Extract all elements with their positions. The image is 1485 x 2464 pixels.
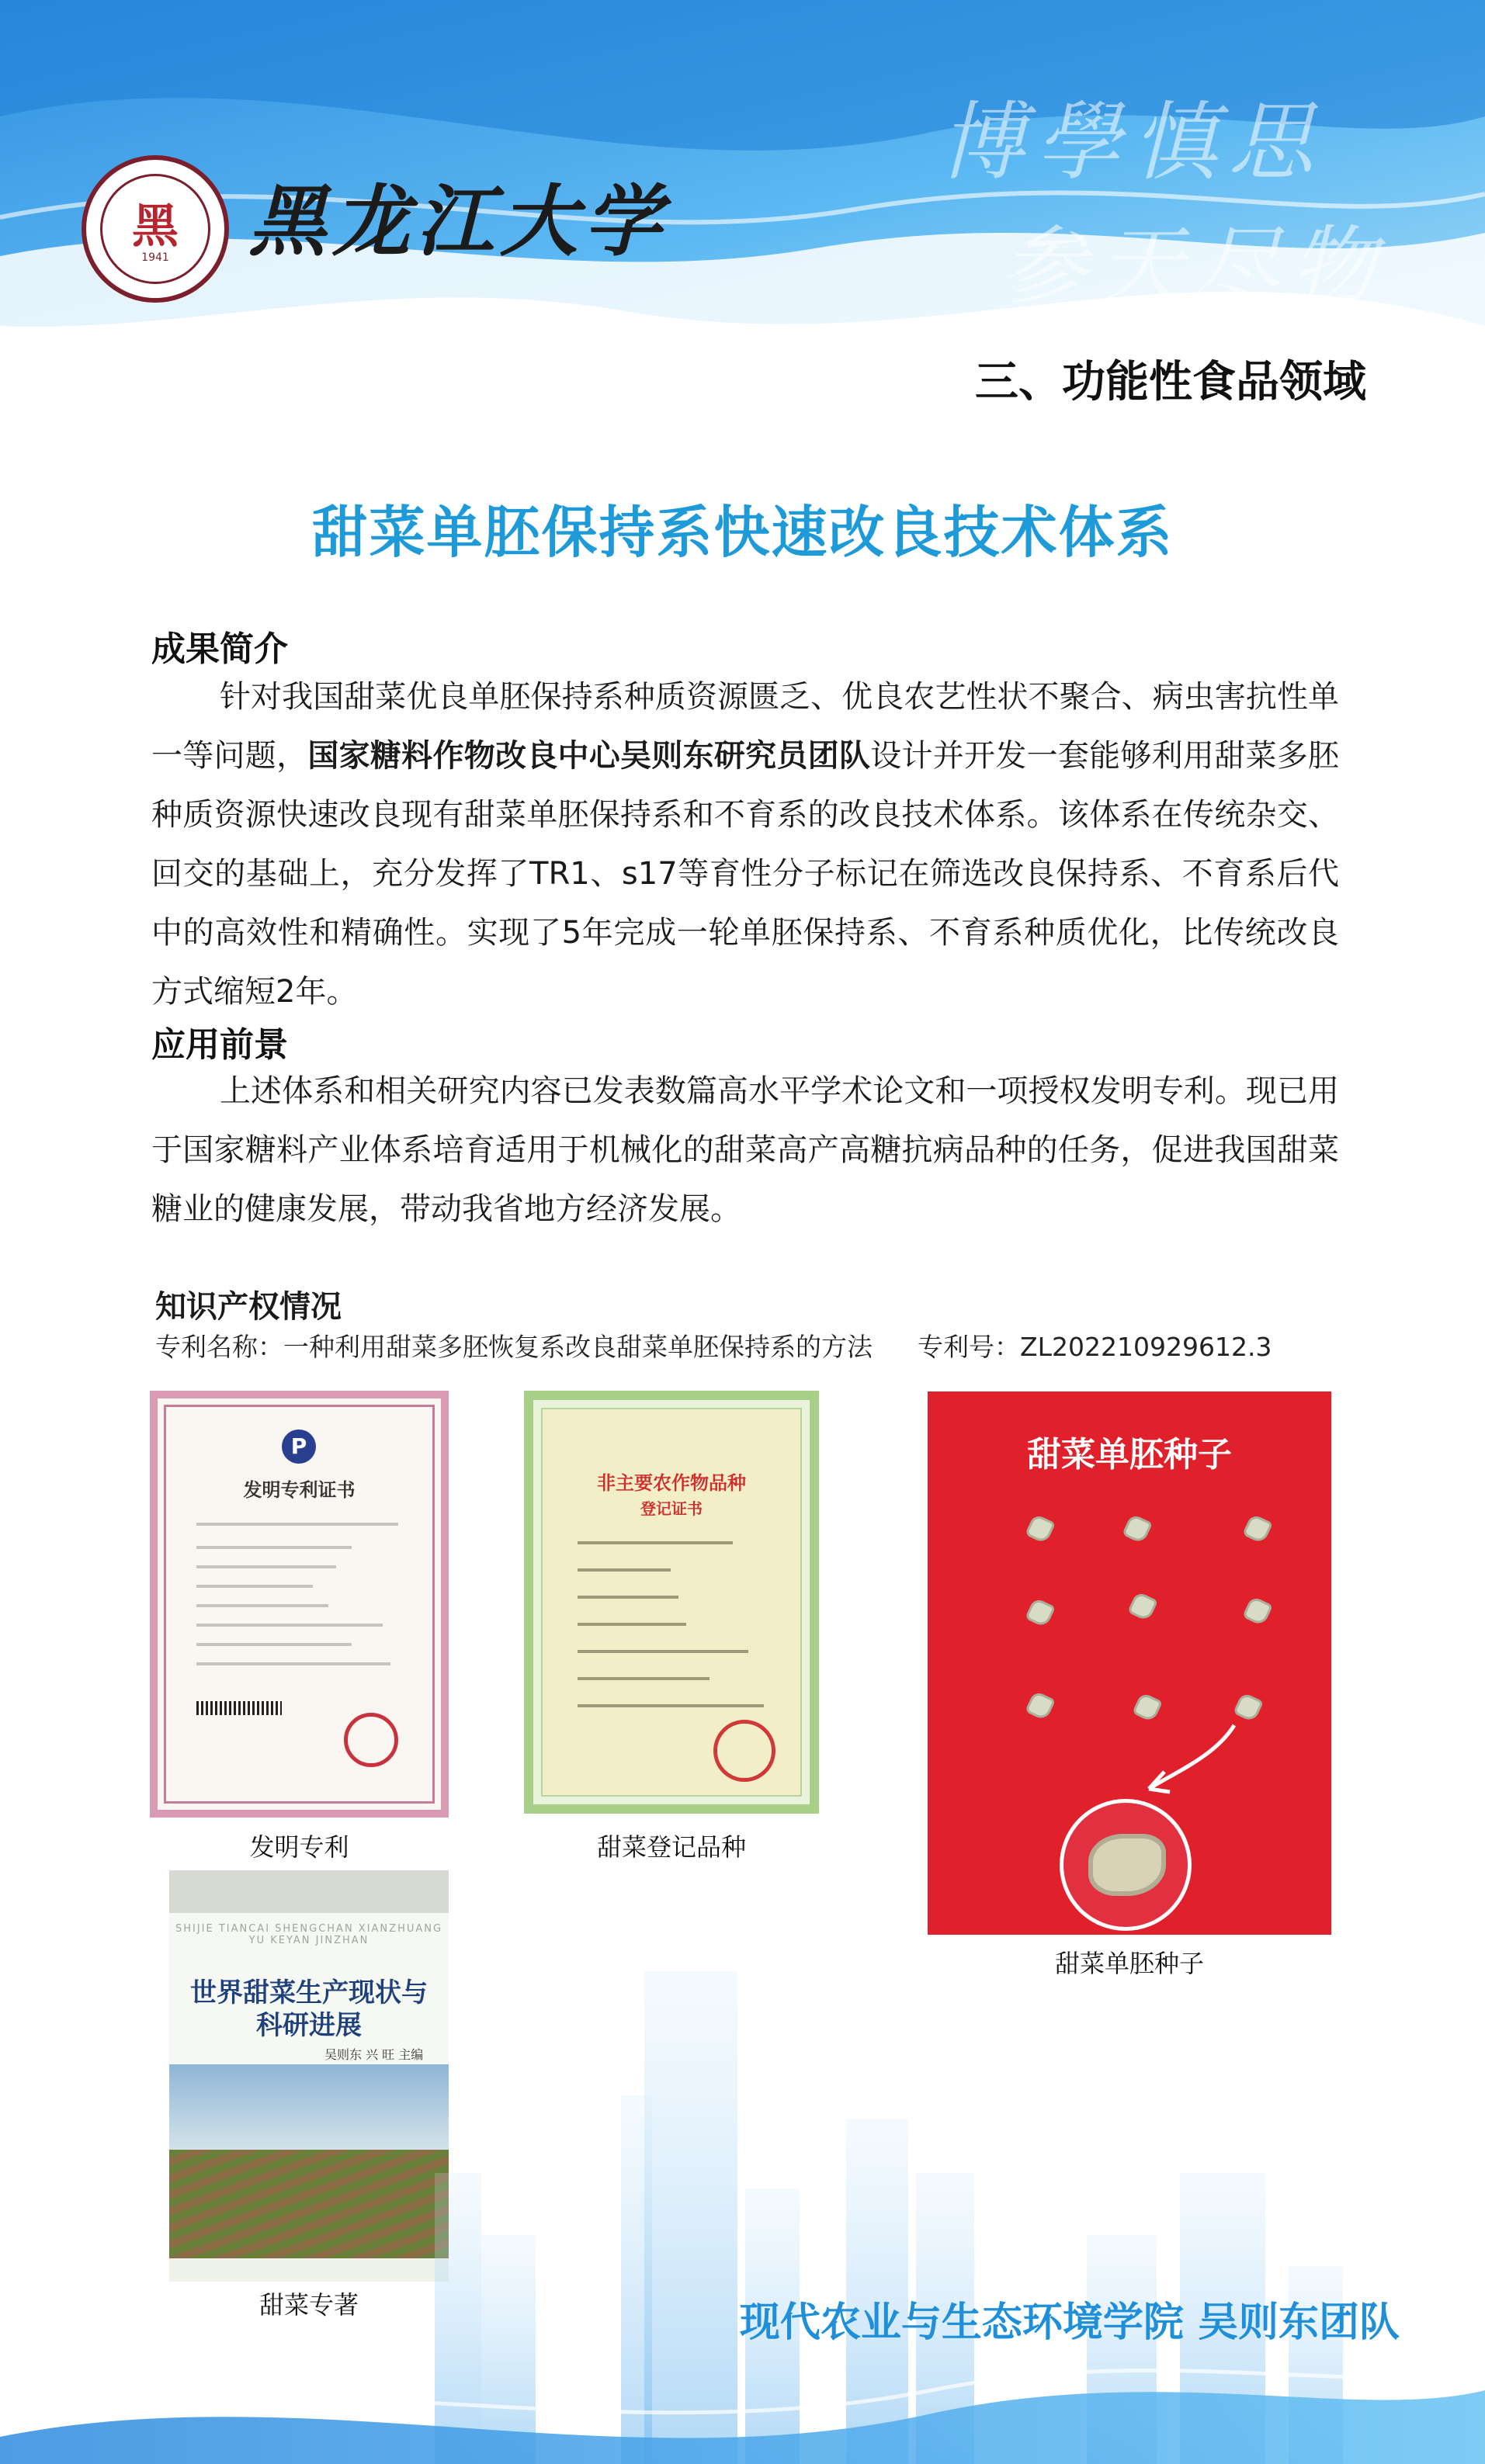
prospect-heading: 应用前景 xyxy=(151,1025,288,1065)
book-caption: 甜菜专著 xyxy=(258,2290,359,2320)
patent-office-logo-icon: P xyxy=(282,1430,316,1464)
patent-info-line xyxy=(155,1327,1272,1364)
certificate-inner-panel xyxy=(541,1408,802,1797)
text-line xyxy=(196,1662,390,1665)
seal-year: 1941 xyxy=(141,251,169,264)
magnified-seed-icon xyxy=(1088,1834,1166,1896)
text-line xyxy=(578,1541,733,1544)
text-line xyxy=(196,1585,313,1588)
registration-caption: 甜菜登记品种 xyxy=(596,1832,746,1862)
section-heading: 三、功能性食品领域 xyxy=(975,357,1366,407)
official-seal-icon xyxy=(713,1720,775,1782)
text-line xyxy=(578,1650,748,1653)
ip-heading: 知识产权情况 xyxy=(155,1289,342,1325)
book-title-line-2: 科研进展 xyxy=(256,2010,362,2041)
book-pinyin-title: SHIJIE TIANCAI SHENGCHAN XIANZHUANG YU KEYAN JINZHAN xyxy=(175,1923,443,1946)
patent-caption: 发明专利 xyxy=(249,1832,349,1862)
patent-number: 专利号：ZL202210929612.3 xyxy=(918,1332,1272,1362)
text-line xyxy=(196,1546,352,1549)
intro-team-highlight: 国家糖料作物改良中心吴则东研究员团队 xyxy=(307,738,871,774)
text-line xyxy=(578,1568,671,1572)
page-title: 甜菜单胚保持系快速改良技术体系 xyxy=(311,500,1174,565)
book-title-line-1: 世界甜菜生产现状与 xyxy=(190,1977,428,2008)
city-skyline-decoration xyxy=(0,1940,1485,2464)
seed-photo-label: 甜菜单胚种子 xyxy=(1027,1435,1232,1475)
variety-registration-certificate-image xyxy=(524,1391,819,1814)
university-seal-logo xyxy=(82,155,229,303)
barcode-icon xyxy=(196,1701,282,1715)
patent-certificate-title: 发明专利证书 xyxy=(243,1479,356,1501)
text-line xyxy=(578,1677,710,1680)
monogerm-seed-photo xyxy=(928,1391,1331,1935)
patent-certificate-image xyxy=(150,1391,449,1818)
motto-line-2: 参天尽物 xyxy=(1001,217,1386,316)
registration-certificate-title: 非主要农作物品种 xyxy=(597,1472,746,1494)
intro-paragraph xyxy=(151,667,1339,1021)
text-line xyxy=(578,1596,678,1599)
university-wordmark: 黑龙江大学 xyxy=(248,175,668,267)
magnified-seed-circle xyxy=(1060,1799,1192,1931)
team-footer: 现代农业与生态环境学院 吴则东团队 xyxy=(739,2299,1400,2346)
text-line xyxy=(196,1523,398,1526)
text-line xyxy=(578,1704,764,1707)
intro-text-end: 设计并开发一套能够利用甜菜多胚种质资源快速改良现有甜菜单胚保持系和不育系的改良技术体系。该体系在传统杂交、回交的基础上，充分发挥了TR1、s17等育性分子标记在筛选改良保持系、不育系后代中的高效性和精确性。实现了5年完成一轮单胚保持系、不育系种质优化，比传统改良方式缩短2年。 xyxy=(151,738,1340,1010)
text-line xyxy=(196,1624,383,1627)
text-line xyxy=(196,1565,336,1568)
intro-text-start: 针对我国甜菜优良单胚保持系种质资源匮乏、优良农艺性状不聚合、病虫害抗性单一等问题， xyxy=(151,679,1339,774)
book-top-band xyxy=(169,1870,449,1913)
motto-line-1: 博學慎思 xyxy=(939,92,1324,192)
book-authors: 吴则东 兴 旺 主编 xyxy=(324,2047,424,2062)
prospect-paragraph: 上述体系和相关研究内容已发表数篇高水平学术论文和一项授权发明专利。现已用于国家糖料产业体系培育适用于机械化的甜菜高产高糖抗病品种的任务，促进我国甜菜糖业的健康发展，带动我省地方经济发展。 xyxy=(151,1073,1339,1227)
registration-certificate-subtitle: 登记证书 xyxy=(640,1499,703,1518)
text-line xyxy=(196,1643,352,1646)
patent-name: 专利名称：一种利用甜菜多胚恢复系改良甜菜单胚保持系的方法 xyxy=(155,1332,873,1362)
intro-heading: 成果简介 xyxy=(151,629,288,669)
text-line xyxy=(578,1623,686,1626)
seal-emblem-icon: 黑 xyxy=(132,199,179,254)
text-line xyxy=(196,1604,328,1607)
seed-caption: 甜菜单胚种子 xyxy=(1054,1949,1204,1978)
national-emblem-seal-icon xyxy=(344,1713,398,1767)
